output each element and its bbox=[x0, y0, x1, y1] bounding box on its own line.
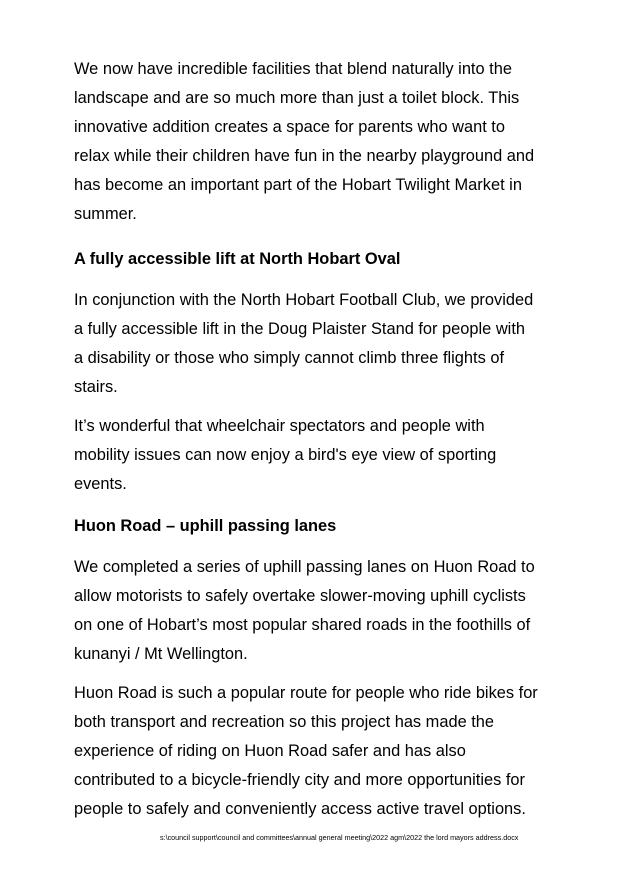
paragraph-spectators bbox=[74, 412, 564, 499]
paragraph-bike-route bbox=[74, 679, 564, 824]
text-line: stairs. bbox=[74, 378, 118, 396]
text-line: people to safely and conveniently access active travel options. bbox=[74, 800, 526, 818]
paragraph-passing-lanes bbox=[74, 553, 564, 669]
text-line: allow motorists to safely overtake slower-moving uphill cyclists bbox=[74, 587, 526, 605]
text-line: a disability or those who simply cannot climb three flights of bbox=[74, 349, 504, 367]
paragraph-lift bbox=[74, 286, 564, 402]
text-line: kunanyi / Mt Wellington. bbox=[74, 645, 248, 663]
text-line: innovative addition creates a space for parents who want to bbox=[74, 118, 505, 136]
text-line: landscape and are so much more than just a toilet block. This bbox=[74, 89, 520, 107]
text-line: mobility issues can now enjoy a bird's eye view of sporting bbox=[74, 446, 497, 464]
text-line: In conjunction with the North Hobart Football Club, we provided bbox=[74, 291, 534, 309]
document-page bbox=[74, 55, 564, 824]
text-line: both transport and recreation so this project has made the bbox=[74, 713, 495, 731]
text-line: Huon Road is such a popular route for people who ride bikes for bbox=[74, 684, 538, 702]
text-line: experience of riding on Huon Road safer and has also bbox=[74, 742, 466, 760]
text-line: events. bbox=[74, 475, 127, 493]
text-line: on one of Hobart’s most popular shared roads in the foothills of bbox=[74, 616, 531, 634]
text-line: We now have incredible facilities that blend naturally into the bbox=[74, 60, 512, 78]
heading-huon-road: Huon Road – uphill passing lanes bbox=[74, 517, 337, 535]
text-line: summer. bbox=[74, 205, 137, 223]
footer-file-path: s:\council support\council and committees\annual general meeting\2022 agm\2022 the lord mayors address.docx bbox=[160, 833, 519, 842]
text-line: It’s wonderful that wheelchair spectators and people with bbox=[74, 417, 485, 435]
text-line: relax while their children have fun in the nearby playground and bbox=[74, 147, 535, 165]
text-line: a fully accessible lift in the Doug Plaister Stand for people with bbox=[74, 320, 525, 338]
heading-north-hobart-lift: A fully accessible lift at North Hobart Oval bbox=[74, 250, 401, 268]
text-line: has become an important part of the Hobart Twilight Market in bbox=[74, 176, 522, 194]
text-line: contributed to a bicycle-friendly city and more opportunities for bbox=[74, 771, 525, 789]
paragraph-facilities bbox=[74, 55, 564, 229]
text-line: We completed a series of uphill passing lanes on Huon Road to bbox=[74, 558, 535, 576]
